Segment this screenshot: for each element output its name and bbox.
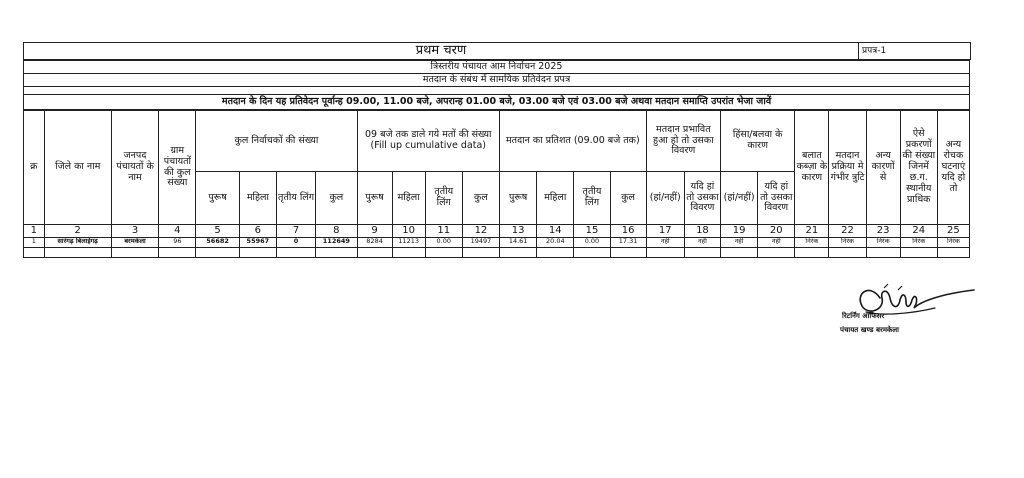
cell-janpad: बरमकेला — [111, 237, 159, 247]
col-number: 20 — [758, 225, 795, 238]
cell-voters-female: 55967 — [239, 237, 276, 247]
col-number: 18 — [684, 225, 720, 238]
violence-yesno-header: (हां/नहीं) — [721, 172, 758, 225]
voters-female-header: महिला — [239, 172, 276, 225]
group-total-voters-header: कुल निर्वाचकों की संख्या — [196, 111, 357, 172]
cell-votes-male: 8284 — [357, 237, 392, 247]
col-number: 21 — [795, 225, 829, 238]
instruction-line: मतदान के दिन यह प्रतिवेदन पूर्वान्ह 09.00, 11.00 बजे, अपरान्ह 01.00 बजे, 03.00 बजे एवं 03.00 बजे अथवा मतदान समाप्ति उपरांत भेजा जावें — [24, 95, 970, 110]
spacer-row — [24, 87, 970, 95]
cell-voters-male: 56682 — [196, 237, 239, 247]
cell-votes-third: 0.00 — [425, 237, 462, 247]
col-interesting-header: अन्य रोचक घटनाएं यदि हो तो — [937, 111, 969, 225]
votes-cast-note: (Fill up cumulative data) — [370, 140, 486, 151]
cell-district: सारंगढ़ बिलाईगढ़ — [44, 237, 111, 247]
title-table — [23, 42, 971, 60]
subtitle-table — [23, 60, 970, 110]
cell-affected-yesno: नहीं — [646, 237, 684, 247]
col-number: 17 — [646, 225, 684, 238]
col-number: 7 — [276, 225, 315, 238]
col-process-error-header: मतदान प्रक्रिया मे गंभीर त्रुटि — [829, 111, 866, 225]
voters-male-header: पुरूष — [196, 172, 239, 225]
cell-votes-total: 19497 — [462, 237, 499, 247]
col-number: 15 — [574, 225, 610, 238]
group-violence-header: हिंसा/बलवा के कारण — [721, 111, 795, 172]
col-number: 23 — [866, 225, 900, 238]
cell-pct-third: 0.00 — [574, 237, 610, 247]
col-number: 12 — [462, 225, 499, 238]
col-number: 8 — [316, 225, 357, 238]
voters-third-header: तृतीय लिंग — [276, 172, 315, 225]
signatory-designation: रिटर्निंग आफिसर — [842, 312, 885, 320]
col-gp-count-header: ग्राम पंचायतों की कुल संख्या — [159, 111, 196, 225]
col-number: 9 — [357, 225, 392, 238]
cell-process-error: निरंक — [829, 237, 866, 247]
group-affected-header: मतदान प्रभावित हुआ हो तो उसका विवरण — [646, 111, 720, 172]
votes-male-header: पुरूष — [357, 172, 392, 225]
votes-total-header: कुल — [462, 172, 499, 225]
votes-female-header: महिला — [392, 172, 425, 225]
cell-capture: निरंक — [795, 237, 829, 247]
election-title: त्रिस्तरीय पंचायत आम निर्वाचन 2025 — [24, 61, 970, 74]
report-table — [23, 110, 970, 258]
pct-third-header: तृतीय लिंग — [574, 172, 610, 225]
phase-title: प्रथम चरण — [24, 43, 859, 60]
table-row — [24, 237, 970, 247]
col-number: 4 — [159, 225, 196, 238]
cell-affected-detail: नहीं — [684, 237, 720, 247]
votes-third-header: तृतीय लिंग — [425, 172, 462, 225]
cell-voters-total: 112649 — [316, 237, 357, 247]
table-row-blank — [24, 247, 970, 257]
col-district-header: जिले का नाम — [44, 111, 111, 225]
cell-pct-female: 20.04 — [537, 237, 574, 247]
cell-voters-third: 0 — [276, 237, 315, 247]
col-number: 11 — [425, 225, 462, 238]
cell-serial: 1 — [24, 237, 45, 247]
cell-pct-male: 14.61 — [500, 237, 537, 247]
col-number: 22 — [829, 225, 866, 238]
voters-total-header: कुल — [316, 172, 357, 225]
cell-cases: निरंक — [900, 237, 937, 247]
form-description: मतदान के संबंध में सामयिक प्रतिवेदन प्रपत्र — [24, 74, 970, 87]
pct-total-header: कुल — [610, 172, 646, 225]
col-number: 2 — [44, 225, 111, 238]
cell-votes-female: 11213 — [392, 237, 425, 247]
col-number: 19 — [721, 225, 758, 238]
cell-violence-yesno: नहीं — [721, 237, 758, 247]
col-number: 16 — [610, 225, 646, 238]
col-number: 1 — [24, 225, 45, 238]
signatory-office: पंचायत खण्ड बरमकेला — [840, 326, 899, 334]
affected-yesno-header: (हां/नहीं) — [646, 172, 684, 225]
col-janpad-header: जनपद पंचायतों के नाम — [111, 111, 159, 225]
col-number: 6 — [239, 225, 276, 238]
col-number: 24 — [900, 225, 937, 238]
col-number: 25 — [937, 225, 969, 238]
col-capture-header: बलात कब्ज़ा के कारण — [795, 111, 829, 225]
cell-violence-detail: नहीं — [758, 237, 795, 247]
pct-male-header: पुरूष — [500, 172, 537, 225]
cell-gp-count: 96 — [159, 237, 196, 247]
column-number-row — [24, 225, 970, 238]
col-number: 5 — [196, 225, 239, 238]
col-other-reasons-header: अन्य कारणों से — [866, 111, 900, 225]
col-number: 14 — [537, 225, 574, 238]
pct-female-header: महिला — [537, 172, 574, 225]
cell-other-reasons: निरंक — [866, 237, 900, 247]
affected-detail-header: यदि हां तो उसका विवरण — [684, 172, 720, 225]
form-number: प्रपत्र-1 — [859, 43, 971, 60]
violence-detail-header: यदि हां तो उसका विवरण — [758, 172, 795, 225]
col-number: 10 — [392, 225, 425, 238]
votes-cast-label: 09 बजे तक डाले गये मतों की संख्या — [365, 129, 492, 141]
report-sheet — [23, 42, 970, 258]
group-votes-cast-header — [357, 111, 500, 172]
col-number: 13 — [500, 225, 537, 238]
col-cases-header: ऐसे प्रकरणों की संख्या जिनमें छ.ग. स्थानीय प्राधिक — [900, 111, 937, 225]
group-turnout-pct-header: मतदान का प्रतिशत (09.00 बजे तक) — [500, 111, 647, 172]
cell-interesting: निरंक — [937, 237, 969, 247]
col-serial-header: क्र — [24, 111, 45, 225]
cell-pct-total: 17.31 — [610, 237, 646, 247]
col-number: 3 — [111, 225, 159, 238]
